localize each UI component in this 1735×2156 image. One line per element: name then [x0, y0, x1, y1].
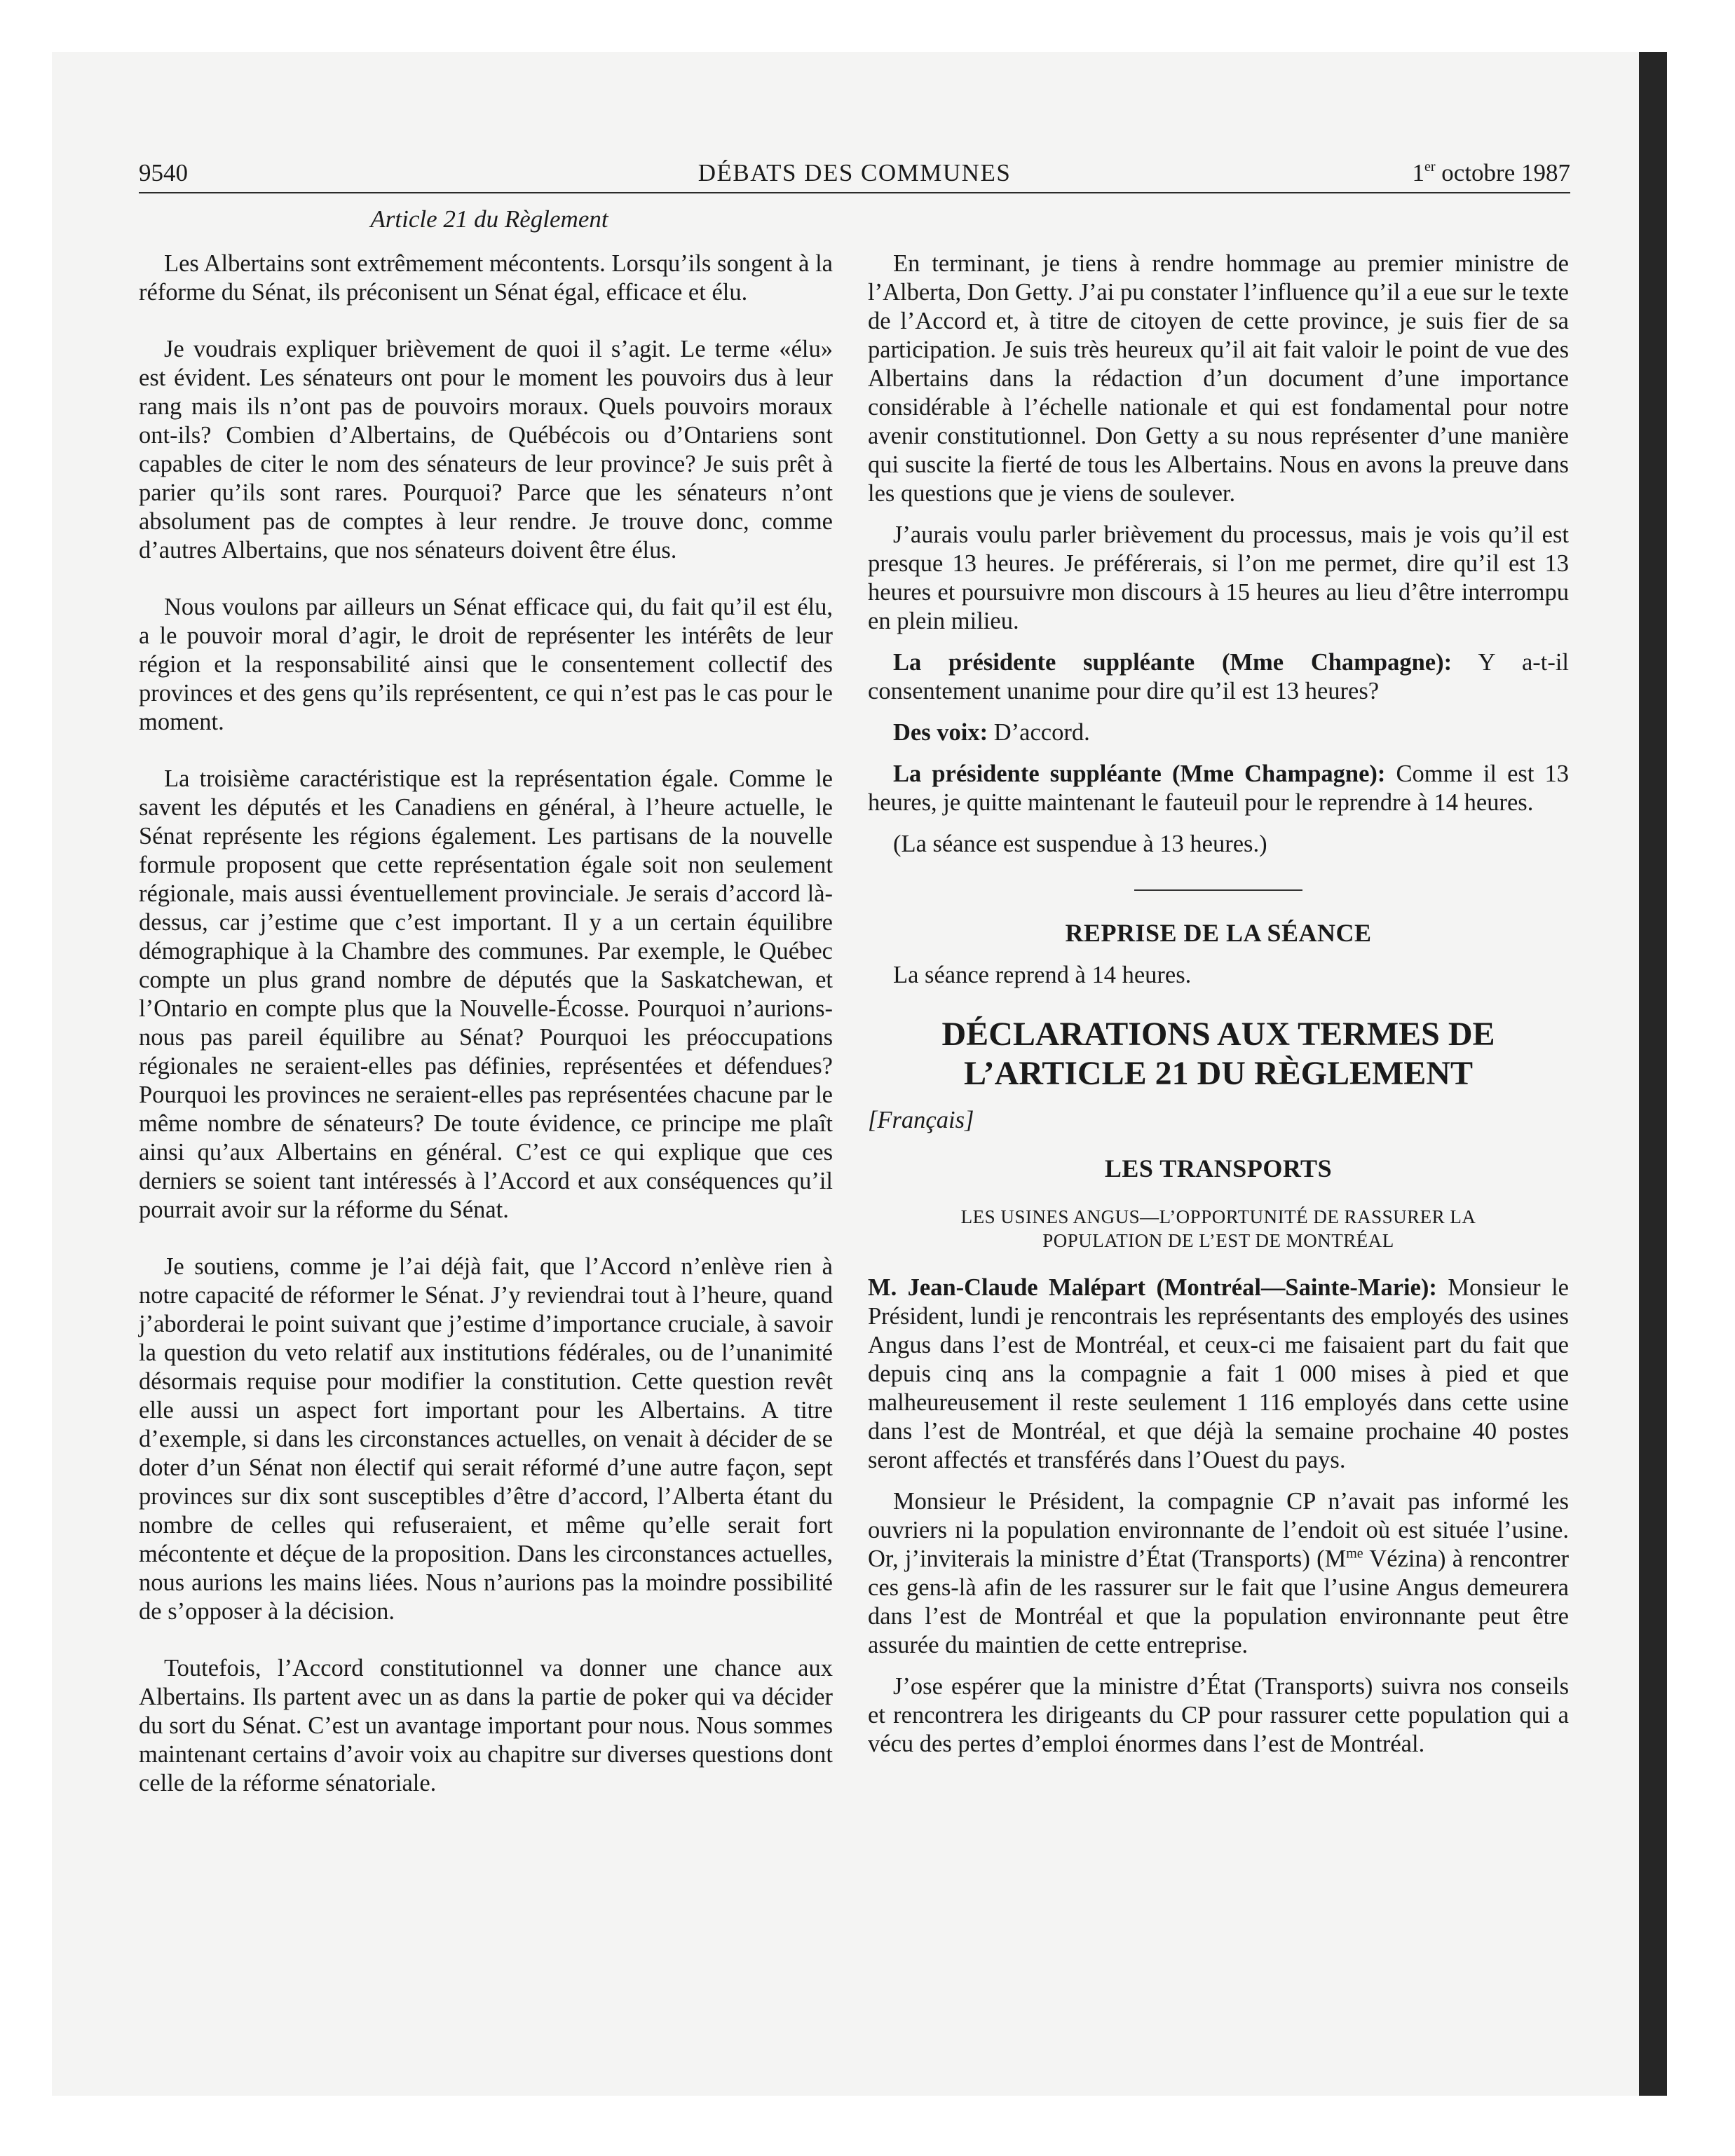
language-marker: [Français]: [868, 1107, 974, 1133]
paragraph: Je voudrais expliquer brièvement de quoi il s’agit. Le terme «élu» est évident. Les sénateurs ont pour le moment les pouvoirs dus à leur rang mais ils n’ont pas de pouvoirs moraux. Quels pouvoirs moraux ont-ils? Combien d’Albertains, de Québécois ou d’Ontariens sont capables de citer le nom des sénateurs de leur province? Je suis prêt à parier qu’ils sont rares. Pourquoi? Parce que les sénateurs n’ont absolument pas de comptes à leur rendre. Je trouve donc, comme d’autres Albertains, que nos sénateurs doivent être élus.: [139, 336, 833, 564]
subtopic-line: POPULATION DE L’EST DE MONTRÉAL: [1042, 1230, 1394, 1251]
speaker-paragraph: [868, 718, 1569, 747]
paragraph: La troisième caractéristique est la représentation égale. Comme le savent les députés et les Canadiens en général, à l’heure actuelle, le Sénat représente les régions également. Les partisans de la nouvelle formule proposent que cette représentation égale soit non seulement régionale, mais aussi éventuellement provinciale. Je serais d’accord là-dessus, car j’estime que c’est important. Il y a un certain équilibre démographique à la Chambre des communes. Par exemple, le Québec compte un plus grand nombre de députés que la Saskatchewan, et l’Ontario en compte plus que la Nouvelle-Écosse. Pourquoi n’aurions-nous pas pareil équilibre au Sénat? Pourquoi les préoccupations régionales ne seraient-elles pas définies, représentées et défendues? Pourquoi les provinces ne seraient-elles pas représentées chacune par le même nombre de sénateurs? De toute évidence, ce principe me plaît ainsi qu’aux Albertains en général. C’est ce qui explique que ces derniers se soient tant intéressés à l’Accord et aux conséquences qu’il pourrait avoir sur la réforme du Sénat.: [139, 765, 833, 1223]
speaker-name: La présidente suppléante (Mme Champagne):: [893, 649, 1452, 676]
paragraph: En terminant, je tiens à rendre hommage au premier ministre de l’Alberta, Don Getty. J’ai pu constater l’influence qu’il a eue sur le texte de l’Accord et, à titre de citoyen de cette province, je suis fier de sa participation. Je suis très heureux qu’il ait fait valoir le point de vue des Albertains dans la rédaction d’un document d’une importance considérable à l’échelle nationale et qui est fondamental pour notre avenir constitutionnel. Don Getty a su nous représenter d’une manière qui suscite la fierté de tous les Albertains. Nous en avons la preuve dans les questions que je viens de soulever.: [868, 250, 1569, 507]
declarations-heading-line: DÉCLARATIONS AUX TERMES DE: [941, 1016, 1495, 1053]
paragraph-text: Vézina) à rencontrer ces gens-là afin de les rassurer sur le fait que l’usine Angus demeurera dans l’est de Montréal et que la population environnante peut être assurée du maintien de cette entreprise.: [868, 1546, 1569, 1658]
member-text: Monsieur le Président, lundi je rencontrais les représentants des employés des usines Angus dans l’est de Montréal, et ceux-ci me faisaient part du fait que depuis cinq ans la compagnie a fait 1 000 mises à pied et que malheureusement il reste seulement 1 116 employés dans cette usine dans l’est de Montréal, et que déjà la semaine prochaine 40 postes seront affectés et transférés dans l’Ouest du pays.: [868, 1274, 1569, 1473]
page-header: [139, 156, 1570, 193]
resume-heading: REPRISE DE LA SÉANCE: [1065, 919, 1372, 947]
declarations-heading: [868, 1015, 1569, 1093]
member-paragraph: [868, 1274, 1569, 1475]
speaker-name: La présidente suppléante (Mme Champagne):: [893, 760, 1386, 787]
date-ordinal: er: [1424, 159, 1436, 175]
right-column: [868, 250, 1569, 1771]
topic-heading: LES TRANSPORTS: [1104, 1154, 1333, 1182]
paragraph: Nous voulons par ailleurs un Sénat efficace qui, du fait qu’il est élu, a le pouvoir moral d’agir, le droit de représenter les intérêts de leur région et la responsabilité ainsi que le consentement collectif des provinces et des gens qu’ils représentent, ce qui n’est pas le cas pour le moment.: [139, 594, 833, 735]
page-date: [1413, 156, 1571, 191]
page-number: 9540: [139, 159, 188, 186]
paragraph: Les Albertains sont extrêmement mécontents. Lorsqu’ils songent à la réforme du Sénat, ils préconisent un Sénat égal, efficace et élu.: [139, 250, 833, 306]
subtopic-line: LES USINES ANGUS—L’OPPORTUNITÉ DE RASSURER LA: [960, 1206, 1476, 1227]
declarations-heading-line: L’ARTICLE 21 DU RÈGLEMENT: [964, 1055, 1473, 1092]
paragraph-text: Monsieur le Président, la compagnie CP n’avait pas informé les ouvriers ni la population environnante de l’endoit où est située l’usine. Or, j’inviterais la ministre d’État (Transports) (M: [868, 1488, 1569, 1572]
section-divider: [1134, 889, 1302, 891]
left-column: [139, 250, 833, 1826]
title-abbreviation-sup: me: [1346, 1546, 1363, 1562]
scan-edge-bar: [1639, 52, 1667, 2096]
date-rest: octobre 1987: [1435, 159, 1570, 186]
suspension-note: (La séance est suspendue à 13 heures.): [893, 831, 1267, 857]
speaker-name: Des voix:: [893, 719, 988, 746]
subtopic-heading: [868, 1205, 1569, 1253]
speaker-text: D’accord.: [988, 719, 1090, 746]
paragraph: J’aurais voulu parler brièvement du processus, mais je vois qu’il est presque 13 heures. Je préférerais, si l’on me permet, dire qu’il est 13 heures et poursuivre mon discours à 15 heures au lieu d’être interrompu en plein milieu.: [868, 521, 1569, 634]
speaker-text: Comme il est 13 heures, je quitte maintenant le fauteuil pour le reprendre à 14 heures.: [868, 760, 1569, 816]
section-subheading: Article 21 du Règlement: [370, 205, 608, 233]
date-day: 1: [1412, 159, 1424, 186]
paragraph: Toutefois, l’Accord constitutionnel va donner une chance aux Albertains. Ils partent avec un as dans la partie de poker qui va décider du sort du Sénat. C’est un avantage important pour nous. Nous sommes maintenant certains d’avoir voix au chapitre sur diverses questions dont celle de la réforme sénatoriale.: [139, 1655, 833, 1796]
speaker-text: Y a-t-il consentement unanime pour dire qu’il est 13 heures?: [868, 649, 1569, 704]
speaker-paragraph: [868, 760, 1569, 817]
resume-text: La séance reprend à 14 heures.: [893, 962, 1192, 988]
paragraph: J’ose espérer que la ministre d’État (Transports) suivra nos conseils et rencontrera les dirigeants du CP pour rassurer cette population qui a vécu des pertes d’emploi énormes dans l’est de Montréal.: [868, 1673, 1569, 1757]
paragraph: [868, 1487, 1569, 1660]
speaker-paragraph: [868, 648, 1569, 706]
member-name: M. Jean-Claude Malépart (Montréal—Sainte-Marie):: [868, 1274, 1437, 1301]
paragraph: Je soutiens, comme je l’ai déjà fait, que l’Accord n’enlève rien à notre capacité de réformer le Sénat. J’y reviendrai tout à l’heure, quand j’aborderai le point suivant que j’estime d’importance cruciale, à savoir la question du veto relatif aux institutions fédérales, ou de l’unanimité désormais requise pour modifier la constitution. Cette question revêt elle aussi un aspect fort important pour les Albertains. A titre d’exemple, si dans les circonstances actuelles, on venait à décider de se doter d’un Sénat non électif qui serait réformé d’une autre façon, sept provinces sur dix sont susceptibles d’être d’accord, l’Alberta étant du nombre de celles qui refuseraient, et même qu’elle serait fort mécontente et déçue de la proposition. Dans les circonstances actuelles, nous aurions les mains liées. Nous n’aurions pas la moindre possibilité de s’opposer à la décision.: [139, 1253, 833, 1625]
publication-title: DÉBATS DES COMMUNES: [698, 159, 1012, 186]
